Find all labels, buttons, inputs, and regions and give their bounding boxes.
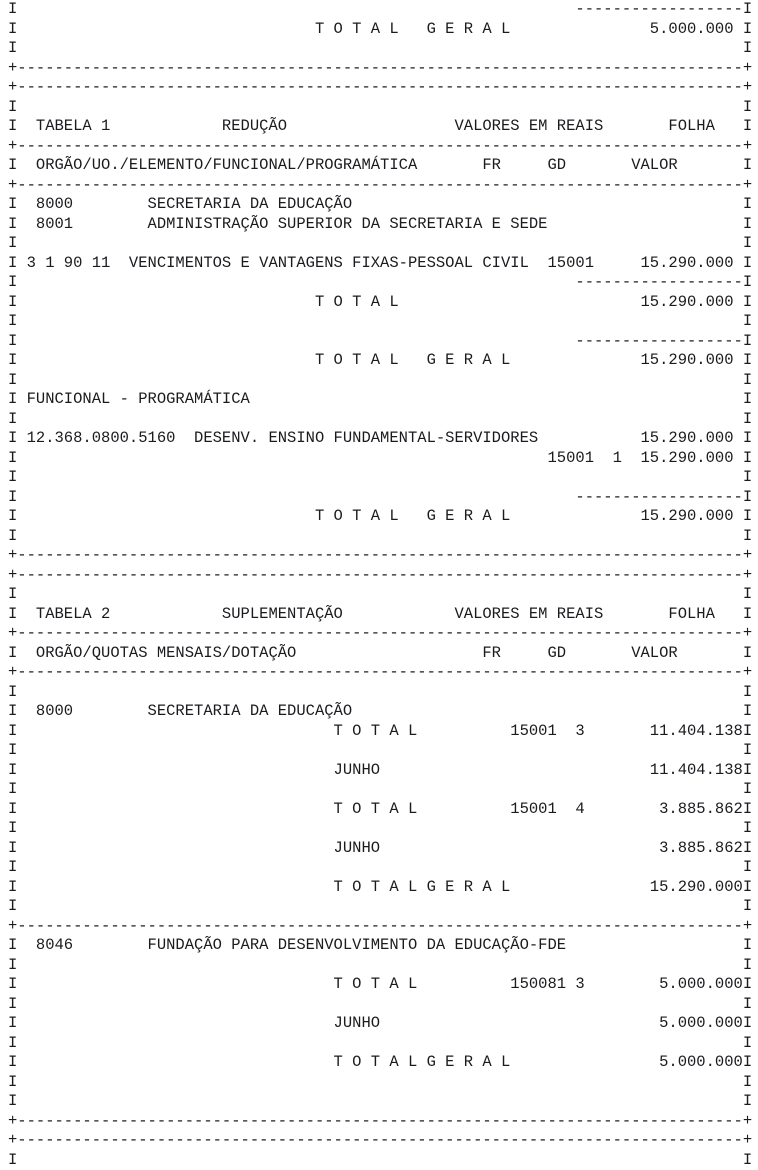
report-line: I I xyxy=(8,994,753,1013)
report-line: I TABELA 1 REDUÇÃO VALORES EM REAIS FOLHA I xyxy=(8,117,753,135)
report-line: I I xyxy=(8,741,753,759)
report-line: I 15001 1 15.290.000 I xyxy=(8,448,753,467)
report-line: I I xyxy=(8,780,753,798)
report-line: I I xyxy=(8,897,753,915)
report-line: I T O T A L 15001 4 3.885.862I xyxy=(8,799,753,818)
report-line: I FUNCIONAL - PROGRAMÁTICA I xyxy=(8,390,753,408)
report-line: +------------------------------------------------------------------------------+ xyxy=(8,1111,753,1130)
report-line: I I xyxy=(8,468,753,486)
report-line: I ------------------I xyxy=(8,331,753,350)
report-line: I I xyxy=(8,1033,753,1052)
report-line: I ------------------I xyxy=(8,273,753,291)
report-line: +------------------------------------------------------------------------------+ xyxy=(8,916,753,935)
report-line: I I xyxy=(8,234,753,252)
report-line: +------------------------------------------------------------------------------+ xyxy=(8,58,753,77)
report-line: I T O T A L G E R A L 15.290.000I xyxy=(8,877,753,896)
report-line: I T O T A L 150081 3 5.000.000I xyxy=(8,975,753,993)
report-line: I JUNHO 3.885.862I xyxy=(8,838,753,857)
report-line: +------------------------------------------------------------------------------+ xyxy=(8,624,753,642)
report-line: +------------------------------------------------------------------------------+ xyxy=(8,78,753,96)
report-line: I I xyxy=(8,370,753,389)
report-line: +------------------------------------------------------------------------------+ xyxy=(8,565,753,584)
report-line: I T O T A L G E R A L 5.000.000 I xyxy=(8,19,753,38)
report-line: I 8001 ADMINISTRAÇÃO SUPERIOR DA SECRETARIA E SEDE I xyxy=(8,214,753,233)
report-line: I T O T A L G E R A L 5.000.000I xyxy=(8,1053,753,1071)
report-line: I TABELA 2 SUPLEMENTAÇÃO VALORES EM REAIS FOLHA I xyxy=(8,604,753,623)
report-line: I ------------------I xyxy=(8,0,753,18)
report-line: I T O T A L G E R A L 15.290.000 I xyxy=(8,507,753,525)
report-line: I I xyxy=(8,585,753,603)
report-line: I T O T A L 15001 3 11.404.138I xyxy=(8,721,753,740)
report-line: I I xyxy=(8,409,753,428)
report-line: I T O T A L 15.290.000 I xyxy=(8,292,753,311)
report-line: I I xyxy=(8,526,753,545)
report-line: I I xyxy=(8,682,753,701)
report-line: I JUNHO 5.000.000I xyxy=(8,1014,753,1032)
report-line: I JUNHO 11.404.138I xyxy=(8,760,753,779)
report-line: I ORGÃO/QUOTAS MENSAIS/DOTAÇÃO FR GD VALOR I xyxy=(8,643,753,662)
report-line: I I xyxy=(8,1150,753,1169)
report-line: I ------------------I xyxy=(8,487,753,506)
report-line: I I xyxy=(8,819,753,837)
report-line: +------------------------------------------------------------------------------+ xyxy=(8,175,753,194)
report-line: I I xyxy=(8,39,753,57)
report-line: I 8046 FUNDAÇÃO PARA DESENVOLVIMENTO DA EDUCAÇÃO-FDE I xyxy=(8,936,753,954)
report-line: I 8000 SECRETARIA DA EDUCAÇÃO I xyxy=(8,195,753,213)
report-line: I I xyxy=(8,1092,753,1110)
report-line: I I xyxy=(8,1072,753,1091)
report-line: I ORGÃO/UO./ELEMENTO/FUNCIONAL/PROGRAMÁTICA FR GD VALOR I xyxy=(8,156,753,174)
report-line: I I xyxy=(8,97,753,116)
report-line: I 12.368.0800.5160 DESENV. ENSINO FUNDAMENTAL-SERVIDORES 15.290.000 I xyxy=(8,429,753,447)
report-line: +------------------------------------------------------------------------------+ xyxy=(8,663,753,681)
report-line: +------------------------------------------------------------------------------+ xyxy=(8,136,753,155)
report-line: I T O T A L G E R A L 15.290.000 I xyxy=(8,351,753,369)
report-line: I 8000 SECRETARIA DA EDUCAÇÃO I xyxy=(8,702,753,720)
report-line: I I xyxy=(8,955,753,974)
report-line: I I xyxy=(8,312,753,330)
report-line: +------------------------------------------------------------------------------+ xyxy=(8,1131,753,1149)
report-line: +------------------------------------------------------------------------------+ xyxy=(8,546,753,564)
report-line: I 3 1 90 11 VENCIMENTOS E VANTAGENS FIXAS-PESSOAL CIVIL 15001 15.290.000 I xyxy=(8,253,753,272)
report-line: I I xyxy=(8,858,753,876)
